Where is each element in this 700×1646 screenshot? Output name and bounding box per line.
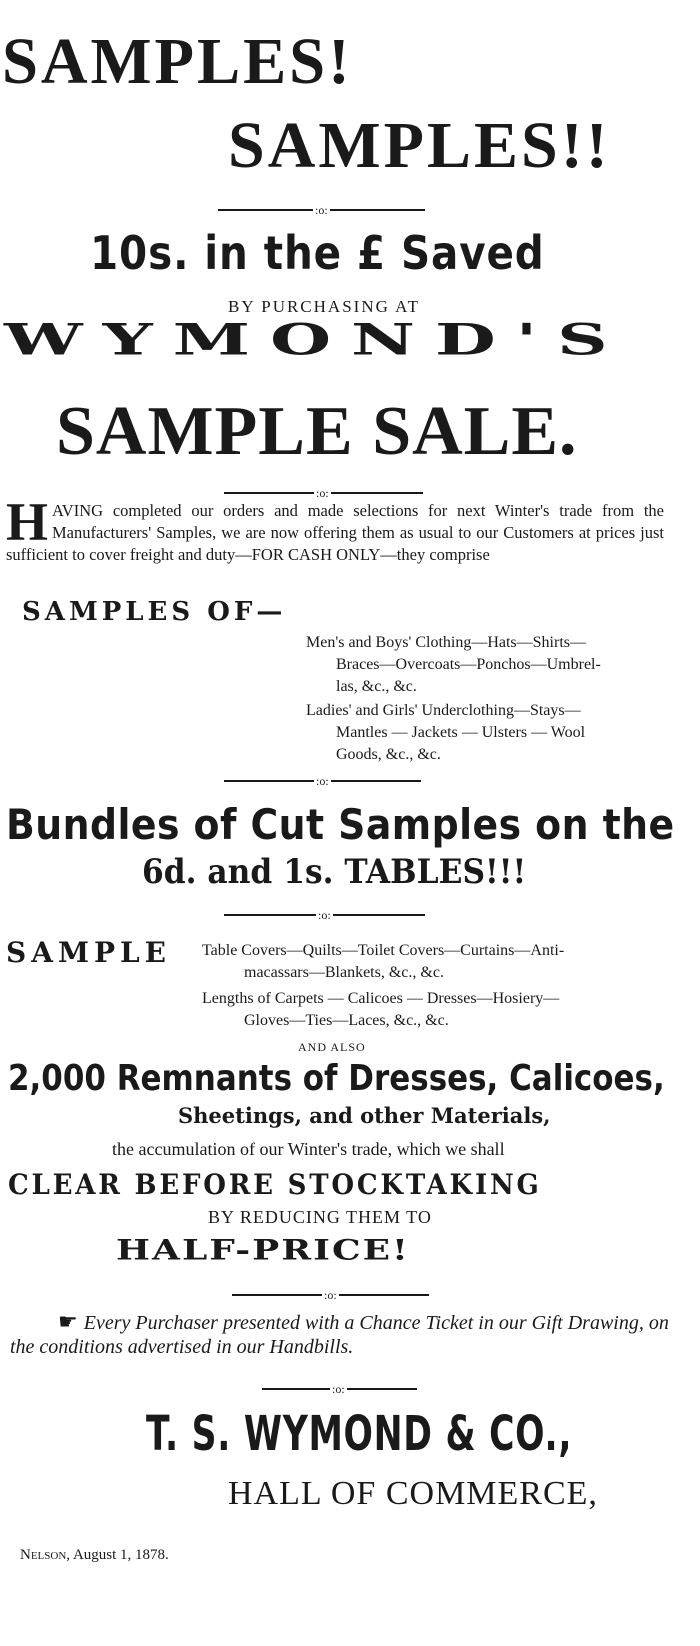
dateline-date: August 1, 1878. — [72, 1547, 169, 1563]
list-line: Men's and Boys' Clothing—Hats—Shirts— — [306, 634, 586, 651]
household-list — [202, 940, 564, 984]
clothing-list-men — [306, 632, 601, 698]
list-line: Ladies' and Girls' Underclothing—Stays— — [306, 702, 581, 719]
savings-headline: 10s. in the £ Saved — [90, 226, 545, 280]
remnants-subline: Sheetings, and other Materials, — [178, 1103, 551, 1128]
and-also-label: AND ALSO — [298, 1040, 366, 1054]
list-line: las, &c., &c. — [336, 678, 417, 695]
headline-samples-1: SAMPLES! — [2, 25, 353, 98]
lengths-list — [202, 988, 559, 1032]
remnants-headline: 2,000 Remnants of Dresses, Calicoes, — [8, 1058, 665, 1099]
list-line: Goods, &c., &c. — [336, 746, 441, 763]
clothing-list-ladies — [306, 700, 585, 766]
reducing-label: BY REDUCING THEM TO — [208, 1207, 432, 1227]
purchaser-note — [10, 1310, 670, 1359]
list-line: macassars—Blankets, &c., &c. — [244, 964, 444, 981]
by-purchasing-label: BY PURCHASING AT — [228, 297, 420, 316]
clear-before-stocktaking: CLEAR BEFORE STOCKTAKING — [8, 1168, 542, 1201]
half-price-headline: HALF-PRICE! — [116, 1234, 410, 1267]
accumulation-text: the accumulation of our Winter's trade, which we shall — [112, 1139, 505, 1159]
list-line: Gloves—Ties—Laces, &c., &c. — [244, 1012, 449, 1029]
purchaser-text: Every Purchaser presented with a Chance Ticket in our Gift Drawing, on the conditions advertised in our Handbills. — [10, 1312, 669, 1358]
divider: :o: — [224, 486, 423, 498]
drop-cap: H — [6, 492, 49, 552]
list-line: Mantles — Jackets — Ulsters — Wool — [336, 724, 586, 741]
tables-headline: 6d. and 1s. TABLES!!! — [142, 852, 527, 892]
list-line: Table Covers—Quilts—Toilet Covers—Curtains—Anti- — [202, 942, 565, 959]
bundles-headline: Bundles of Cut Samples on the — [6, 800, 675, 849]
hall-of-commerce: HALL OF COMMERCE, — [228, 1475, 598, 1512]
store-name: WYMOND'S — [4, 313, 628, 366]
intro-text: AVING completed our orders and made selections for next Winter's trade from the Manufacturers' Samples, we are now offering them as usual to our Customers at prices just sufficient to cover freight and duty—FOR CASH ONLY—they comprise — [6, 501, 664, 564]
headline-samples-2: SAMPLES!! — [228, 109, 611, 182]
company-name: T. S. WYMOND & CO., — [146, 1406, 573, 1462]
divider: :o: — [262, 1382, 417, 1394]
divider: :o: — [218, 203, 425, 215]
dateline-place: Nelson, — [20, 1547, 71, 1563]
sample-sale-title: SAMPLE SALE. — [56, 393, 578, 470]
samples-of-heading: SAMPLES OF— — [22, 597, 287, 627]
dateline — [20, 1547, 169, 1564]
list-line: Braces—Overcoats—Ponchos—Umbrel- — [336, 656, 601, 673]
pointing-hand-icon: ☛ — [58, 1309, 78, 1334]
sample-heading: SAMPLE — [6, 936, 172, 969]
list-line: Lengths of Carpets — Calicoes — Dresses—Hosiery— — [202, 990, 560, 1007]
divider: :o: — [224, 774, 421, 786]
intro-paragraph — [6, 492, 664, 566]
divider: :o: — [224, 908, 425, 920]
divider: :o: — [232, 1288, 429, 1300]
